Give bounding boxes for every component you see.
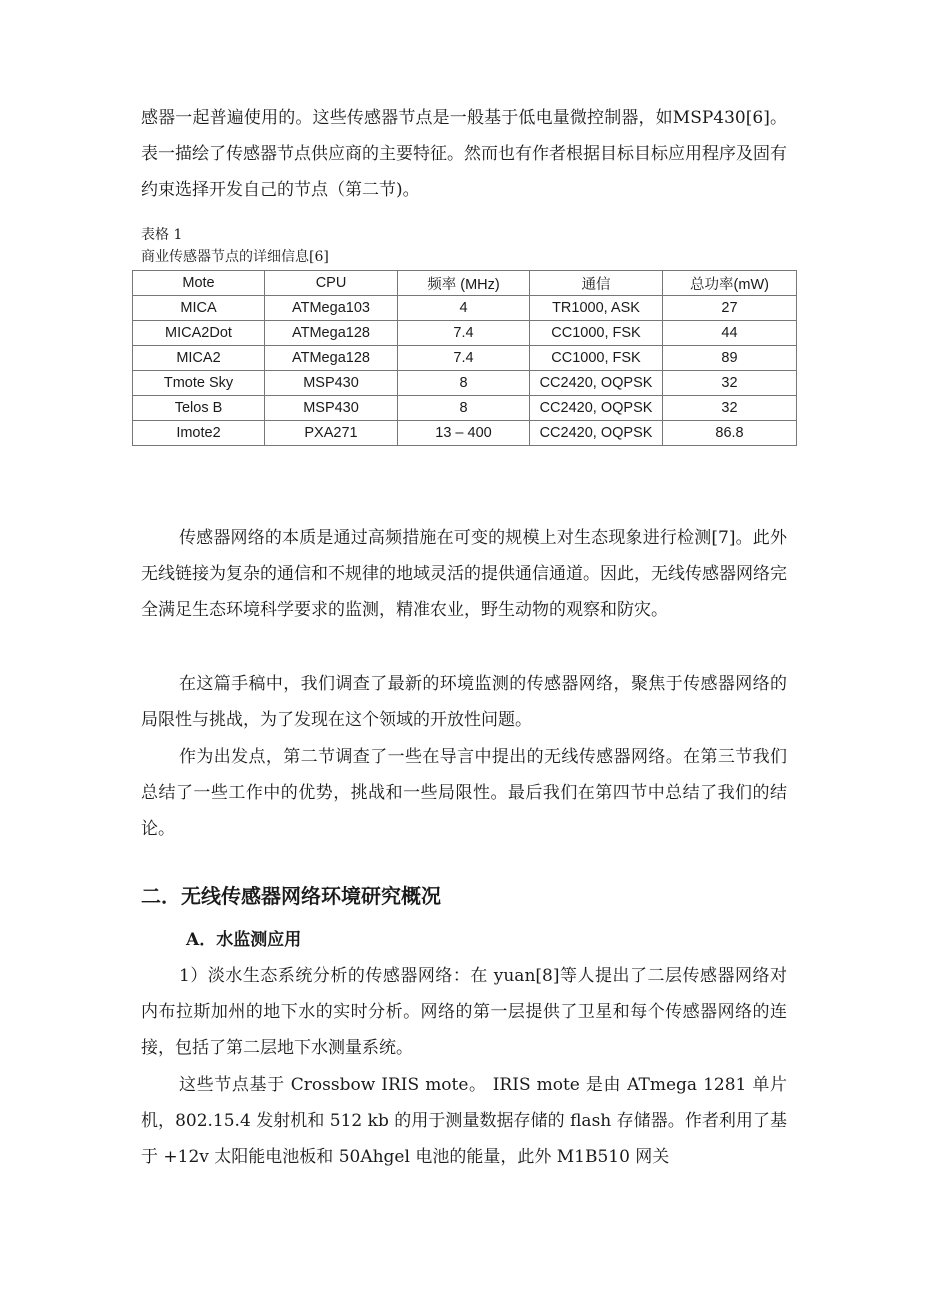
cell-power: 86.8	[663, 421, 797, 446]
table-label: 表格 1	[141, 227, 183, 243]
cell-communication: CC1000, FSK	[530, 346, 663, 371]
cell-power: 44	[663, 321, 797, 346]
body-paragraph: 1）淡水生态系统分析的传感器网络：在 yuan[8]等人提出了二层传感器网络对内布拉斯加州的地下水的实时分析。网络的第一层提供了卫星和每个传感器网络的连接，包括了第二层地下水测量系统。	[141, 966, 787, 1058]
cell-frequency: 7.4	[398, 321, 530, 346]
table-row	[133, 396, 797, 421]
cell-communication: CC2420, OQPSK	[530, 396, 663, 421]
table-row	[133, 346, 797, 371]
cell-cpu: MSP430	[265, 371, 398, 396]
table-row	[133, 296, 797, 321]
body-paragraph: 传感器网络的本质是通过高频措施在可变的规模上对生态现象进行检测[7]。此外无线链接为复杂的通信和不规律的地域灵活的提供通信通道。因此，无线传感器网络完全满足生态环境科学要求的监测，精准农业，野生动物的观察和防灾。	[141, 528, 787, 620]
table-header-row	[133, 271, 797, 296]
cell-communication: CC2420, OQPSK	[530, 371, 663, 396]
header-communication: 通信	[530, 271, 663, 296]
table-row	[133, 321, 797, 346]
cell-mote: MICA2Dot	[133, 321, 265, 346]
header-cpu: CPU	[265, 271, 398, 296]
cell-power: 27	[663, 296, 797, 321]
intro-paragraph: 感器一起普遍使用的。这些传感器节点是一般基于低电量微控制器，如MSP430[6]。表一描绘了传感器节点供应商的主要特征。然而也有作者根据目标目标应用程序及固有约束选择开发自己的节点（第二节)。	[141, 108, 787, 200]
sensor-node-table	[132, 270, 797, 446]
cell-cpu: ATMega128	[265, 321, 398, 346]
section-heading: 二．无线传感器网络环境研究概况	[141, 884, 441, 908]
cell-cpu: MSP430	[265, 396, 398, 421]
table-row	[133, 421, 797, 446]
header-frequency: 频率 (MHz)	[398, 271, 530, 296]
cell-mote: MICA2	[133, 346, 265, 371]
cell-cpu: PXA271	[265, 421, 398, 446]
body-paragraph: 在这篇手稿中，我们调查了最新的环境监测的传感器网络，聚焦于传感器网络的局限性与挑战，为了发现在这个领域的开放性问题。	[141, 674, 787, 730]
cell-frequency: 4	[398, 296, 530, 321]
table-row	[133, 371, 797, 396]
cell-frequency: 8	[398, 396, 530, 421]
cell-frequency: 8	[398, 371, 530, 396]
cell-frequency: 13 – 400	[398, 421, 530, 446]
cell-mote: MICA	[133, 296, 265, 321]
cell-cpu: ATMega103	[265, 296, 398, 321]
cell-communication: CC2420, OQPSK	[530, 421, 663, 446]
header-mote: Mote	[133, 271, 265, 296]
header-total-power: 总功率(mW)	[663, 271, 797, 296]
cell-power: 32	[663, 371, 797, 396]
body-paragraph: 作为出发点，第二节调查了一些在导言中提出的无线传感器网络。在第三节我们总结了一些工作中的优势，挑战和一些局限性。最后我们在第四节中总结了我们的结论。	[141, 747, 787, 839]
cell-communication: TR1000, ASK	[530, 296, 663, 321]
cell-mote: Imote2	[133, 421, 265, 446]
body-paragraph: 这些节点基于 Crossbow IRIS mote。 IRIS mote 是由 ATmega 1281 单片机，802.15.4 发射机和 512 kb 的用于测量数据存储的 flash 存储器。作者利用了基于 +12v 太阳能电池板和 50Ahgel 电池的能量，此外 M1B510 网关	[141, 1075, 787, 1167]
cell-communication: CC1000, FSK	[530, 321, 663, 346]
cell-cpu: ATMega128	[265, 346, 398, 371]
cell-mote: Telos B	[133, 396, 265, 421]
cell-power: 89	[663, 346, 797, 371]
cell-frequency: 7.4	[398, 346, 530, 371]
cell-power: 32	[663, 396, 797, 421]
cell-mote: Tmote Sky	[133, 371, 265, 396]
table-caption: 商业传感器节点的详细信息[6]	[141, 249, 329, 265]
subsection-heading: A．水监测应用	[186, 930, 302, 950]
